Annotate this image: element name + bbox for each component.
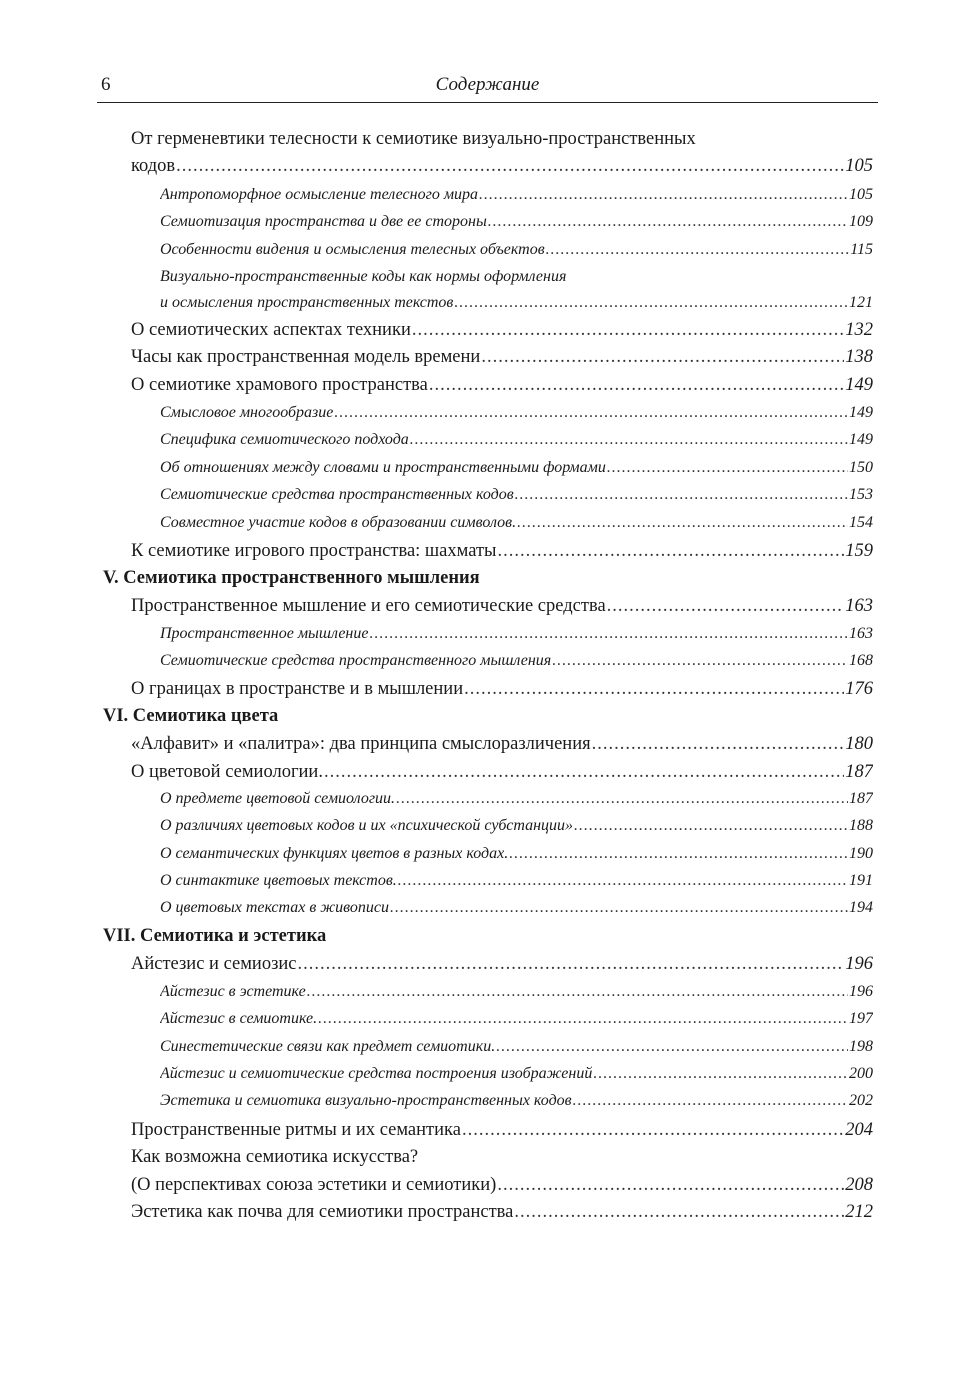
toc-page-number: 159 (845, 541, 873, 561)
toc-subentry (160, 1065, 873, 1083)
dot-leader (515, 486, 848, 504)
toc-entry-title: и осмысления пространственных текстов (160, 294, 454, 311)
dot-leader (396, 790, 848, 808)
dot-leader (369, 625, 848, 643)
toc-page-number: 208 (845, 1175, 873, 1195)
toc-entry (131, 1120, 873, 1141)
dot-leader (607, 596, 845, 617)
dot-leader (390, 899, 848, 917)
toc-subentry (160, 983, 873, 1001)
running-header (97, 72, 878, 103)
toc-entry (131, 320, 873, 341)
toc-entry-title: Антропоморфное осмысление телесного мира (160, 186, 479, 203)
dot-leader (546, 241, 850, 259)
toc-entry-title: Пространственное мышление (160, 625, 369, 642)
dot-leader (497, 1175, 844, 1196)
toc-entry-title: Семиотизация пространства и две ее стороны (160, 213, 487, 230)
toc-page-number: 154 (849, 514, 873, 531)
toc-entry-title: Айстезис в эстетике (160, 983, 306, 1000)
dot-leader (552, 652, 848, 670)
page-number: 6 (101, 74, 111, 95)
dot-leader (574, 817, 848, 835)
toc-entry (131, 596, 873, 617)
toc-entry-title: Особенности видения и осмысления телесных объектов (160, 241, 545, 258)
toc-subentry (160, 294, 873, 312)
toc-page-number: 168 (849, 652, 873, 669)
toc-page-number: 187 (845, 762, 873, 782)
toc-page-number: 204 (845, 1120, 873, 1140)
toc-entry-title: О границах в пространстве и в мышлении (131, 679, 464, 699)
toc-page-number: 176 (845, 679, 873, 699)
toc-subentry (160, 845, 873, 863)
toc-subentry (160, 486, 873, 504)
toc-page-number: 212 (845, 1202, 873, 1222)
toc-entry-title: О цветовых текстах в живописи (160, 899, 389, 916)
toc-entry-title: «Алфавит» и «палитра»: два принципа смыслоразличения (131, 734, 591, 754)
toc-page-number: 194 (849, 899, 873, 916)
toc-page-number: 115 (850, 241, 873, 258)
toc-subentry (160, 213, 873, 231)
toc-entry (131, 1202, 873, 1223)
toc-entry-title: Айстезис в семиотике. (160, 1010, 318, 1027)
toc-page-number: 198 (849, 1038, 873, 1055)
dot-leader (462, 1120, 844, 1141)
toc-entry-line: Визуально-пространственные коды как нормы оформления (160, 268, 567, 285)
dot-leader (517, 514, 848, 532)
toc-subentry (160, 652, 873, 670)
toc-entry-title: (О перспективах союза эстетики и семиотики) (131, 1175, 497, 1195)
toc-entry-title: Синестетические связи как предмет семиотики. (160, 1038, 496, 1055)
toc-page-number: 197 (849, 1010, 873, 1027)
toc-entry-line: От герменевтики телесности к семиотике визуально-пространственных (131, 129, 696, 149)
toc-subentry (160, 1038, 873, 1056)
toc-entry-title: О цветовой семиологии. (131, 762, 323, 782)
toc-entry (131, 954, 873, 975)
toc-page-number: 138 (845, 347, 873, 367)
dot-leader (298, 954, 845, 975)
toc-page-number: 188 (849, 817, 873, 834)
toc-page-number: 121 (849, 294, 873, 311)
toc-page-number: 196 (849, 983, 873, 1000)
toc-subentry (160, 1010, 873, 1028)
toc-subentry (160, 514, 873, 532)
toc-entry-title: Эстетика и семиотика визуально-пространственных кодов (160, 1092, 572, 1109)
toc-page-number: 105 (845, 156, 873, 176)
running-title: Содержание (435, 74, 540, 95)
toc-page-number: 132 (845, 320, 873, 340)
toc-page-number: 153 (849, 486, 873, 503)
dot-leader (497, 541, 844, 562)
toc-entry (131, 375, 873, 396)
toc-entry-title: К семиотике игрового пространства: шахматы (131, 541, 497, 561)
dot-leader (398, 872, 848, 890)
toc-entry-title: Смысловое многообразие (160, 404, 334, 421)
dot-leader (479, 186, 848, 204)
toc-subentry (160, 790, 873, 808)
toc-part-heading: VI. Семиотика цвета (103, 706, 279, 726)
toc-subentry (160, 186, 873, 204)
toc-entry-title: О синтактике цветовых текстов. (160, 872, 397, 889)
toc-entry-title: Пространственные ритмы и их семантика (131, 1120, 461, 1140)
toc-part-heading: V. Семиотика пространственного мышления (103, 568, 480, 588)
dot-leader (324, 762, 844, 783)
toc-page-number: 150 (849, 459, 873, 476)
toc-page-number: 163 (849, 625, 873, 642)
toc-subentry (160, 459, 873, 477)
toc-entry-title: О семантических функциях цветов в разных кодах. (160, 845, 509, 862)
dot-leader (410, 431, 848, 449)
toc-page-number: 196 (845, 954, 873, 974)
toc-subentry (160, 431, 873, 449)
dot-leader (481, 347, 844, 368)
toc-entry (131, 762, 873, 783)
toc-part-heading: VII. Семиотика и эстетика (103, 926, 327, 946)
toc-page-number: 105 (849, 186, 873, 203)
toc-entry-title: О семиотических аспектах техники (131, 320, 411, 340)
dot-leader (464, 679, 844, 700)
toc-entry-title: Айстезис и семиозис (131, 954, 297, 974)
dot-leader (318, 1010, 848, 1028)
toc-entry-title: О семиотике храмового пространства (131, 375, 428, 395)
toc-entry-title: Семиотические средства пространственного мышления (160, 652, 552, 669)
toc-entry-title: Совместное участие кодов в образовании символов. (160, 514, 517, 531)
toc-entry-title: О предмете цветовой семиологии. (160, 790, 396, 807)
dot-leader (496, 1038, 848, 1056)
toc-page-number: 180 (845, 734, 873, 754)
toc-page-number: 109 (849, 213, 873, 230)
toc-subentry (160, 817, 873, 835)
dot-leader (429, 375, 844, 396)
toc-page-number: 149 (845, 375, 873, 395)
dot-leader (176, 156, 844, 177)
toc-page-number: 202 (849, 1092, 873, 1109)
toc-subentry (160, 625, 873, 643)
toc-page-number: 191 (849, 872, 873, 889)
toc-entry (131, 734, 873, 755)
toc-entry-title: Пространственное мышление и его семиотические средства (131, 596, 606, 616)
toc-entry-title: Айстезис и семиотические средства построения изображений (160, 1065, 593, 1082)
toc-entry (131, 156, 873, 177)
toc-entry (131, 541, 873, 562)
toc-entry-title: О различиях цветовых кодов и их «психической субстанции» (160, 817, 574, 834)
toc-entry-title: Специфика семиотического подхода (160, 431, 409, 448)
toc-subentry (160, 1092, 873, 1110)
toc-entry-title: Эстетика как почва для семиотики пространства (131, 1202, 514, 1222)
dot-leader (593, 1065, 848, 1083)
dot-leader (454, 294, 848, 312)
toc-page-number: 163 (845, 596, 873, 616)
toc-entry-title: Семиотические средства пространственных кодов (160, 486, 514, 503)
toc-entry (131, 679, 873, 700)
dot-leader (607, 459, 848, 477)
dot-leader (412, 320, 844, 341)
dot-leader (592, 734, 845, 755)
toc-entry-title: Часы как пространственная модель времени (131, 347, 481, 367)
toc-subentry (160, 404, 873, 422)
toc-page-number: 190 (849, 845, 873, 862)
toc-page-number: 200 (849, 1065, 873, 1082)
toc-entry (131, 347, 873, 368)
toc-subentry (160, 872, 873, 890)
toc-entry-line: Как возможна семиотика искусства? (131, 1147, 419, 1167)
dot-leader (488, 213, 848, 231)
dot-leader (334, 404, 848, 422)
toc-subentry (160, 241, 873, 259)
dot-leader (514, 1202, 844, 1223)
toc-subentry (160, 899, 873, 917)
toc-entry (131, 1175, 873, 1196)
toc-page-number: 149 (849, 431, 873, 448)
dot-leader (307, 983, 848, 1001)
dot-leader (573, 1092, 848, 1110)
toc-page-number: 149 (849, 404, 873, 421)
toc-page-number: 187 (849, 790, 873, 807)
toc-entry-title: кодов (131, 156, 176, 176)
dot-leader (509, 845, 848, 863)
toc-entry-title: Об отношениях между словами и пространственными формами (160, 459, 606, 476)
